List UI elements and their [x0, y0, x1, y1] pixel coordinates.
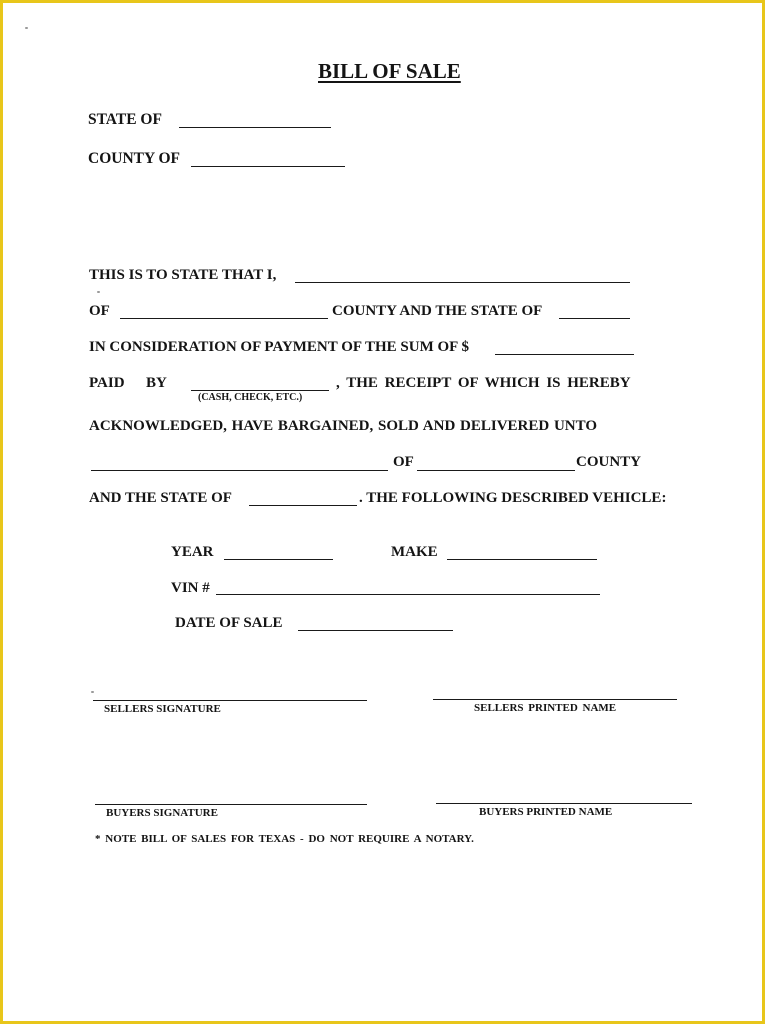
sellers-printed-name-line[interactable] — [433, 699, 677, 700]
year-label: YEAR — [171, 544, 214, 560]
buyer-state-label: AND THE STATE OF — [89, 490, 232, 506]
of-label: OF — [89, 303, 110, 319]
buyers-signature-label: BUYERS SIGNATURE — [106, 807, 218, 819]
payment-method-line[interactable] — [191, 390, 329, 391]
notary-note: * NOTE BILL OF SALES FOR TEXAS - DO NOT REQUIRE A NOTARY. — [95, 833, 474, 845]
make-label: MAKE — [391, 544, 438, 560]
scan-speck — [25, 27, 28, 29]
buyer-of-label: OF — [393, 454, 414, 470]
date-of-sale-label: DATE OF SALE — [175, 615, 283, 631]
buyers-printed-name-label: BUYERS PRINTED NAME — [479, 806, 613, 818]
by-label: BY — [146, 375, 167, 391]
consideration-label: IN CONSIDERATION OF PAYMENT OF THE SUM OF $ — [89, 339, 470, 355]
payment-sum-line[interactable] — [495, 354, 634, 355]
sellers-printed-name-label: SELLERS PRINTED NAME — [474, 702, 617, 714]
scan-speck — [97, 291, 100, 293]
buyers-signature-line[interactable] — [95, 804, 367, 805]
vin-field-line[interactable] — [216, 594, 600, 595]
seller-county-line[interactable] — [120, 318, 328, 319]
county-field-line[interactable] — [191, 166, 345, 167]
receipt-label: , THE RECEIPT OF WHICH IS HEREBY — [336, 375, 631, 391]
county-label: COUNTY OF — [88, 150, 180, 167]
vin-label: VIN # — [171, 580, 210, 596]
vehicle-description-label: . THE FOLLOWING DESCRIBED VEHICLE: — [359, 490, 667, 506]
buyers-printed-name-line[interactable] — [436, 803, 692, 804]
payment-method-hint: (CASH, CHECK, ETC.) — [198, 392, 303, 403]
buyer-county-line[interactable] — [417, 470, 575, 471]
statement-intro: THIS IS TO STATE THAT I, — [89, 267, 277, 283]
scan-speck — [91, 691, 94, 693]
paid-label: PAID — [89, 375, 125, 391]
acknowledged-label: ACKNOWLEDGED, HAVE BARGAINED, SOLD AND DELIVERED UNTO — [89, 418, 598, 434]
county-and-state-label: COUNTY AND THE STATE OF — [332, 303, 543, 319]
buyer-name-line[interactable] — [91, 470, 388, 471]
make-field-line[interactable] — [447, 559, 597, 560]
buyer-state-line[interactable] — [249, 505, 357, 506]
state-field-line[interactable] — [179, 127, 331, 128]
buyer-county-label: COUNTY — [576, 454, 642, 470]
sellers-signature-label: SELLERS SIGNATURE — [104, 703, 221, 715]
seller-state-line[interactable] — [559, 318, 630, 319]
seller-name-line[interactable] — [295, 282, 630, 283]
sellers-signature-line[interactable] — [93, 700, 367, 701]
year-field-line[interactable] — [224, 559, 333, 560]
date-of-sale-line[interactable] — [298, 630, 453, 631]
state-label: STATE OF — [88, 111, 162, 128]
document-title: BILL OF SALE — [318, 59, 461, 83]
